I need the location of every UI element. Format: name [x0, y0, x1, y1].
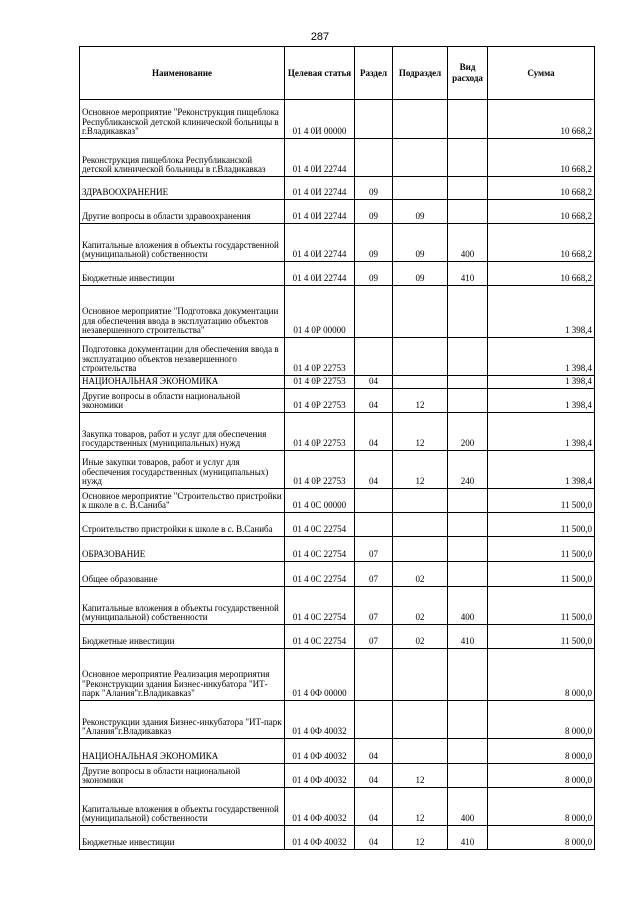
row-subsection [393, 739, 448, 764]
row-expense: 410 [448, 262, 488, 286]
row-section: 07 [355, 537, 393, 562]
row-name: Общее образование [80, 562, 285, 587]
row-code: 01 4 0И 22744 [285, 262, 355, 286]
row-name: Другие вопросы в области национальной экономики [80, 764, 285, 788]
table-row [80, 338, 595, 376]
row-subsection [393, 177, 448, 200]
row-sum: 10 668,2 [488, 262, 595, 286]
table-row [80, 286, 595, 338]
row-sum: 8 000,0 [488, 701, 595, 739]
row-code: 01 4 0С 22754 [285, 537, 355, 562]
table-row [80, 389, 595, 413]
row-code: 01 4 0С 22754 [285, 625, 355, 649]
row-name: НАЦИОНАЛЬНАЯ ЭКОНОМИКА [80, 739, 285, 764]
row-name: Капитальные вложения в объекты государственной (муниципальной) собственности [80, 224, 285, 262]
row-subsection [393, 701, 448, 739]
row-subsection [393, 513, 448, 537]
row-sum: 11 500,0 [488, 513, 595, 537]
row-section: 09 [355, 224, 393, 262]
row-subsection [393, 537, 448, 562]
row-code: 01 4 0Р 00000 [285, 286, 355, 338]
row-subsection [393, 139, 448, 177]
row-subsection: 12 [393, 413, 448, 451]
row-section: 04 [355, 826, 393, 850]
row-name: ОБРАЗОВАНИЕ [80, 537, 285, 562]
row-expense [448, 338, 488, 376]
row-name: Основное мероприятие Реализация мероприятия "Реконструкции здания Бизнес-инкубатора "ИТ-парк "Алания"г.Владикавказ" [80, 649, 285, 701]
row-section: 09 [355, 177, 393, 200]
row-expense [448, 376, 488, 389]
row-code: 01 4 0И 22744 [285, 200, 355, 224]
row-subsection: 12 [393, 788, 448, 826]
row-expense [448, 100, 488, 139]
row-code: 01 4 0Р 22753 [285, 376, 355, 389]
row-code: 01 4 0Р 22753 [285, 413, 355, 451]
row-sum: 8 000,0 [488, 649, 595, 701]
row-section: 07 [355, 587, 393, 625]
row-section: 04 [355, 788, 393, 826]
table-row [80, 262, 595, 286]
page-number: 287 [310, 31, 330, 43]
row-section: 04 [355, 413, 393, 451]
row-expense [448, 764, 488, 788]
row-subsection [393, 286, 448, 338]
row-code: 01 4 0С 22754 [285, 562, 355, 587]
row-code: 01 4 0Р 22753 [285, 338, 355, 376]
row-sum: 11 500,0 [488, 537, 595, 562]
row-section: 09 [355, 262, 393, 286]
row-expense [448, 200, 488, 224]
row-expense [448, 286, 488, 338]
row-name: НАЦИОНАЛЬНАЯ ЭКОНОМИКА [80, 376, 285, 389]
row-sum: 8 000,0 [488, 826, 595, 850]
table-row [80, 224, 595, 262]
row-code: 01 4 0Ф 40032 [285, 764, 355, 788]
row-sum: 1 398,4 [488, 286, 595, 338]
row-subsection [393, 338, 448, 376]
row-name: Капитальные вложения в объекты государственной (муниципальной) собственности [80, 788, 285, 826]
row-code: 01 4 0С 22754 [285, 587, 355, 625]
row-section [355, 139, 393, 177]
row-subsection: 12 [393, 451, 448, 489]
row-subsection [393, 376, 448, 389]
table-row [80, 139, 595, 177]
row-expense [448, 649, 488, 701]
row-section [355, 513, 393, 537]
row-code: 01 4 0И 00000 [285, 100, 355, 139]
row-subsection: 09 [393, 200, 448, 224]
row-sum: 8 000,0 [488, 788, 595, 826]
row-expense: 400 [448, 224, 488, 262]
row-section: 04 [355, 389, 393, 413]
row-sum: 11 500,0 [488, 489, 595, 513]
row-expense [448, 701, 488, 739]
row-expense [448, 513, 488, 537]
table-row [80, 649, 595, 701]
row-code: 01 4 0И 22744 [285, 139, 355, 177]
budget-table [79, 46, 595, 850]
row-section: 04 [355, 764, 393, 788]
row-expense [448, 177, 488, 200]
row-name: Основное мероприятие "Реконструкция пищеблока Республиканской детской клинической больницы в г.Владикавказ" [80, 100, 285, 139]
row-code: 01 4 0Ф 40032 [285, 788, 355, 826]
row-sum: 1 398,4 [488, 413, 595, 451]
row-section [355, 100, 393, 139]
row-sum: 1 398,4 [488, 389, 595, 413]
table-row [80, 701, 595, 739]
header-section: Раздел [355, 47, 393, 100]
row-code: 01 4 0Ф 40032 [285, 739, 355, 764]
row-subsection [393, 649, 448, 701]
row-name: Другие вопросы в области национальной экономики [80, 389, 285, 413]
row-code: 01 4 0И 22744 [285, 224, 355, 262]
row-subsection: 12 [393, 764, 448, 788]
row-subsection [393, 489, 448, 513]
row-expense: 200 [448, 413, 488, 451]
row-expense [448, 139, 488, 177]
row-name: Иные закупки товаров, работ и услуг для обеспечения государственных (муниципальных) нужд [80, 451, 285, 489]
row-name: Строительство пристройки к школе в с. В.Саниба [80, 513, 285, 537]
row-expense [448, 489, 488, 513]
row-code: 01 4 0И 22744 [285, 177, 355, 200]
row-sum: 8 000,0 [488, 739, 595, 764]
row-section [355, 338, 393, 376]
table-row [80, 513, 595, 537]
row-subsection [393, 100, 448, 139]
row-name: Закупка товаров, работ и услуг для обеспечения государственных (муниципальных) нужд [80, 413, 285, 451]
row-expense: 410 [448, 625, 488, 649]
row-subsection: 02 [393, 625, 448, 649]
row-code: 01 4 0Р 22753 [285, 451, 355, 489]
row-sum: 10 668,2 [488, 100, 595, 139]
row-sum: 11 500,0 [488, 625, 595, 649]
row-sum: 10 668,2 [488, 139, 595, 177]
row-name: Бюджетные инвестиции [80, 262, 285, 286]
row-name: Другие вопросы в области здравоохранения [80, 200, 285, 224]
row-sum: 11 500,0 [488, 562, 595, 587]
table-row [80, 739, 595, 764]
header-name: Наименование [80, 47, 285, 100]
row-section [355, 701, 393, 739]
table-header-row [80, 47, 595, 100]
row-sum: 8 000,0 [488, 764, 595, 788]
row-name: Бюджетные инвестиции [80, 625, 285, 649]
row-expense [448, 389, 488, 413]
row-expense [448, 562, 488, 587]
table-row [80, 177, 595, 200]
row-name: Подготовка документации для обеспечения ввода в эксплуатацию объектов незавершенного строительства [80, 338, 285, 376]
row-section [355, 489, 393, 513]
row-section: 04 [355, 376, 393, 389]
row-expense [448, 739, 488, 764]
row-sum: 10 668,2 [488, 177, 595, 200]
row-code: 01 4 0С 22754 [285, 513, 355, 537]
table-row [80, 489, 595, 513]
row-expense: 400 [448, 788, 488, 826]
row-sum: 1 398,4 [488, 338, 595, 376]
header-code: Целевая статья [285, 47, 355, 100]
row-name: Основное мероприятие "Строительство пристройки к школе в с. В.Саниба" [80, 489, 285, 513]
row-code: 01 4 0Р 22753 [285, 389, 355, 413]
table-row [80, 100, 595, 139]
table-row [80, 826, 595, 850]
row-section [355, 286, 393, 338]
header-subsection: Подраздел [393, 47, 448, 100]
header-expense: Вид расхода [448, 47, 488, 100]
table-row [80, 376, 595, 389]
row-code: 01 4 0Ф 00000 [285, 649, 355, 701]
table-row [80, 788, 595, 826]
table-row [80, 537, 595, 562]
row-expense [448, 537, 488, 562]
row-sum: 1 398,4 [488, 451, 595, 489]
table-row [80, 587, 595, 625]
row-section: 09 [355, 200, 393, 224]
header-sum: Сумма [488, 47, 595, 100]
table-row [80, 200, 595, 224]
row-subsection: 09 [393, 262, 448, 286]
row-sum: 11 500,0 [488, 587, 595, 625]
row-subsection: 02 [393, 562, 448, 587]
row-sum: 1 398,4 [488, 376, 595, 389]
row-expense: 400 [448, 587, 488, 625]
table-row [80, 764, 595, 788]
row-expense: 410 [448, 826, 488, 850]
row-name: ЗДРАВООХРАНЕНИЕ [80, 177, 285, 200]
row-section [355, 649, 393, 701]
row-code: 01 4 0С 00000 [285, 489, 355, 513]
row-sum: 10 668,2 [488, 200, 595, 224]
row-code: 01 4 0Ф 40032 [285, 701, 355, 739]
table-row [80, 413, 595, 451]
row-section: 04 [355, 739, 393, 764]
row-subsection: 12 [393, 389, 448, 413]
row-expense: 240 [448, 451, 488, 489]
row-name: Бюджетные инвестиции [80, 826, 285, 850]
row-name: Реконструкции здания Бизнес-инкубатора "ИТ-парк "Алания"г.Владикавказ [80, 701, 285, 739]
row-subsection: 02 [393, 587, 448, 625]
row-code: 01 4 0Ф 40032 [285, 826, 355, 850]
row-section: 07 [355, 562, 393, 587]
row-name: Основное мероприятие "Подготовка документации для обеспечения ввода в эксплуатацию объектов незавершенного строительства" [80, 286, 285, 338]
row-section: 04 [355, 451, 393, 489]
row-section: 07 [355, 625, 393, 649]
table-row [80, 451, 595, 489]
table-row [80, 562, 595, 587]
row-name: Капитальные вложения в объекты государственной (муниципальной) собственности [80, 587, 285, 625]
table-row [80, 625, 595, 649]
row-subsection: 09 [393, 224, 448, 262]
row-sum: 10 668,2 [488, 224, 595, 262]
row-subsection: 12 [393, 826, 448, 850]
row-name: Реконструкция пищеблока Республиканской детской клинической больницы в г.Владикавказ [80, 139, 285, 177]
